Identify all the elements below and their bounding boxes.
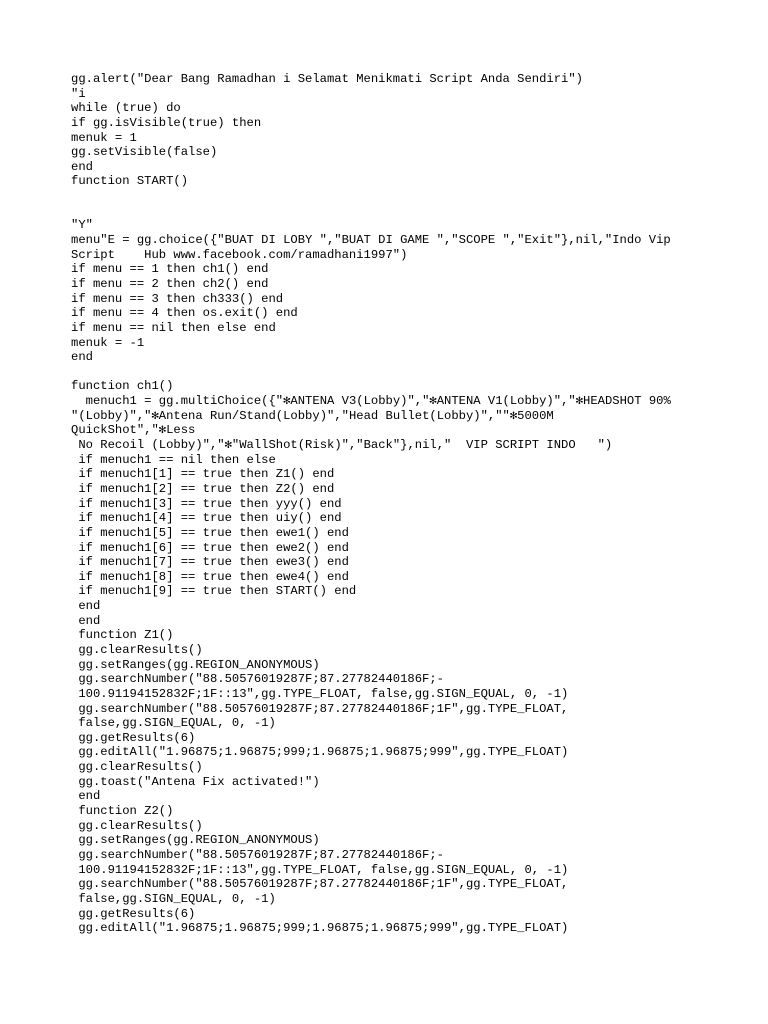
code-line: gg.getResults(6) [71,906,196,921]
code-line: gg.clearResults() [71,760,203,775]
code-line: 100.91194152832F;1F::13",gg.TYPE_FLOAT, false,gg.SIGN_EQUAL, 0, -1) [71,862,569,877]
code-line: No Recoil (Lobby)","✻"WallShot(Risk)","Back"},nil," VIP SCRIPT INDO ") [71,438,613,453]
code-line: if menuch1[7] == true then ewe3() end [71,555,349,570]
code-line: gg.clearResults() [71,642,203,657]
code-line: if menuch1[2] == true then Z2() end [71,481,335,496]
code-line: "i [71,86,86,101]
code-line [71,204,751,219]
code-line: function START() [71,174,189,189]
code-line: gg.setRanges(gg.REGION_ANONYMOUS) [71,833,320,848]
code-line: if menu == 2 then ch2() end [71,276,269,291]
code-line: end [71,599,101,614]
code-line [71,365,751,380]
code-line: false,gg.SIGN_EQUAL, 0, -1) [71,716,276,731]
code-line: menuk = 1 [71,130,137,145]
code-line: gg.editAll("1.96875;1.96875;999;1.96875;1.96875;999",gg.TYPE_FLOAT) [71,921,569,936]
code-line: Script Hub www.facebook.com/ramadhani1997") [71,247,408,262]
code-line: if menuch1[4] == true then uiy() end [71,511,342,526]
script-code-block [71,72,751,936]
code-line: if menuch1[3] == true then yyy() end [71,496,342,511]
code-line: "(Lobby)","✻Antena Run/Stand(Lobby)","Head Bullet(Lobby)",""✻5000M [71,408,554,423]
code-line: if gg.isVisible(true) then [71,115,262,130]
code-line: gg.setVisible(false) [71,145,218,160]
code-line: gg.setRanges(gg.REGION_ANONYMOUS) [71,657,320,672]
code-line: gg.searchNumber("88.50576019287F;87.27782440186F;- [71,672,444,687]
code-line: while (true) do [71,101,181,116]
code-line: gg.clearResults() [71,818,203,833]
code-line: if menuch1[5] == true then ewe1() end [71,525,349,540]
code-line: if menu == 3 then ch333() end [71,291,284,306]
code-line: menuk = -1 [71,335,145,350]
code-line: gg.getResults(6) [71,730,196,745]
code-line: if menuch1[1] == true then Z1() end [71,467,335,482]
code-line: gg.searchNumber("88.50576019287F;87.27782440186F;- [71,847,444,862]
code-line [71,189,751,204]
code-line: end [71,789,101,804]
code-line: if menuch1[8] == true then ewe4() end [71,569,349,584]
code-line: "Y" [71,218,93,233]
code-line: 100.91194152832F;1F::13",gg.TYPE_FLOAT, false,gg.SIGN_EQUAL, 0, -1) [71,686,569,701]
code-line: function ch1() [71,379,174,394]
code-line: if menu == 1 then ch1() end [71,262,269,277]
code-line: if menuch1 == nil then else [71,452,276,467]
code-line: if menuch1[9] == true then START() end [71,584,357,599]
code-line: end [71,613,101,628]
code-line: gg.alert("Dear Bang Ramadhan i Selamat Menikmati Script Anda Sendiri") [71,72,583,86]
code-line: function Z2() [71,804,174,819]
code-line: gg.editAll("1.96875;1.96875;999;1.96875;1.96875;999",gg.TYPE_FLOAT) [71,745,569,760]
code-line: gg.searchNumber("88.50576019287F;87.27782440186F;1F",gg.TYPE_FLOAT, [71,877,569,892]
code-line: if menuch1[6] == true then ewe2() end [71,540,349,555]
code-line: if menu == 4 then os.exit() end [71,306,298,321]
code-line: menuch1 = gg.multiChoice({"✻ANTENA V3(Lobby)","✻ANTENA V1(Lobby)","✻HEADSHOT 90% [71,394,671,409]
code-line: menu"E = gg.choice({"BUAT DI LOBY ","BUAT DI GAME ","SCOPE ","Exit"},nil,"Indo Vip [71,233,671,248]
code-line: end [71,350,93,365]
code-line: gg.toast("Antena Fix activated!") [71,774,320,789]
code-line: if menu == nil then else end [71,320,276,335]
code-line: end [71,159,93,174]
code-line: QuickShot","✻Less [71,423,196,438]
code-line: false,gg.SIGN_EQUAL, 0, -1) [71,891,276,906]
code-line: gg.searchNumber("88.50576019287F;87.27782440186F;1F",gg.TYPE_FLOAT, [71,701,569,716]
code-line: function Z1() [71,628,174,643]
